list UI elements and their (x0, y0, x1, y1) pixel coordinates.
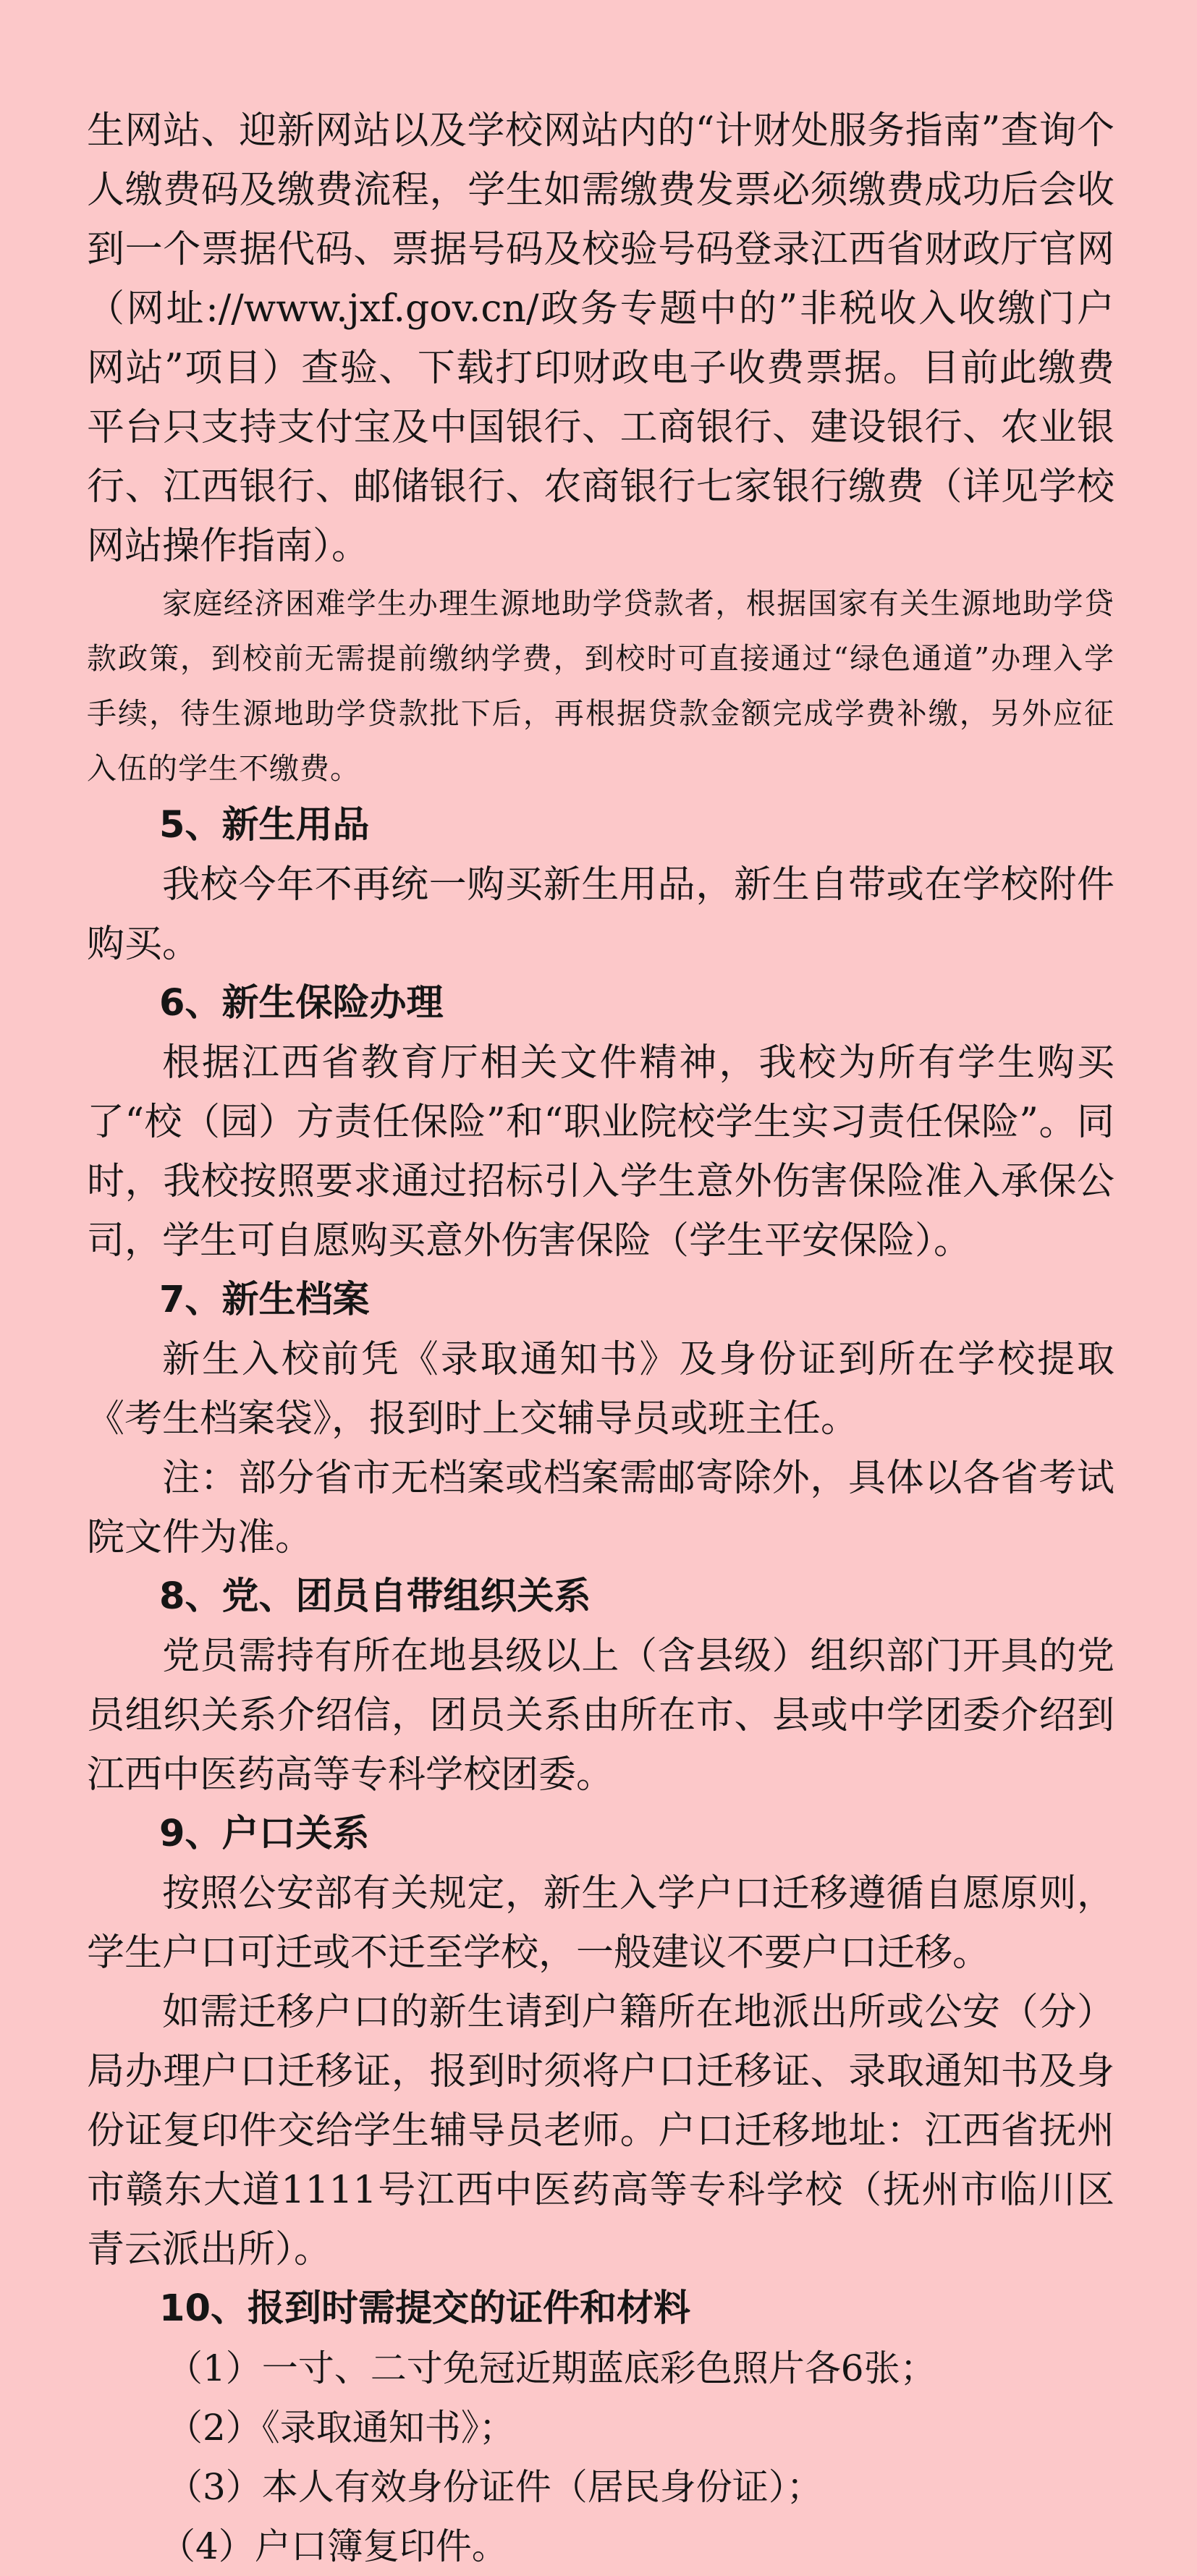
section-household-registration (87, 1805, 1114, 2279)
section-student-archives (87, 1271, 1114, 1567)
section-party-league-relations (87, 1567, 1114, 1805)
section-paragraph: 党员需持有所在地县级以上（含县级）组织部门开具的党员组织关系介绍信，团员关系由所在市、县或中学团委介绍到江西中医药高等专科学校团委。 (87, 1635, 1114, 1797)
list-item: （4）户口簿复印件。 (159, 2525, 508, 2567)
section-heading: 9、户口关系 (159, 1813, 370, 1855)
section-heading: 10、报到时需提交的证件和材料 (159, 2287, 690, 2330)
section-paragraph: 如需迁移户口的新生请到户籍所在地派出所或公安（分）局办理户口迁移证，报到时须将户口迁移证、录取通知书及身份证复印件交给学生辅导员老师。户口迁移地址：江西省抚州市赣东大道1111号江西中医药高等专科学校（抚州市临川区青云派出所）。 (87, 1991, 1114, 2271)
section-paragraph: 按照公安部有关规定，新生入学户口迁移遵循自愿原则，学生户口可迁或不迁至学校，一般建议不要户口迁移。 (87, 1872, 1114, 1975)
section-new-student-supplies (87, 796, 1114, 974)
section-paragraph: 新生入校前凭《录取通知书》及身份证到所在学校提取《考生档案袋》，报到时上交辅导员或班主任。 (87, 1338, 1114, 1441)
list-item: （3）本人有效身份证件（居民身份证）； (166, 2466, 823, 2508)
section-paragraph: 我校今年不再统一购买新生用品，新生自带或在学校附件购买。 (87, 863, 1114, 966)
section-note: 注：部分省市无档案或档案需邮寄除外，具体以各省考试院文件为准。 (87, 1457, 1114, 1559)
section-heading: 7、新生档案 (159, 1279, 370, 1321)
section-heading: 8、党、团员自带组织关系 (159, 1575, 591, 1618)
section-required-documents (87, 2279, 1114, 2576)
list-item: （1）一寸、二寸免冠近期蓝底彩色照片各6张； (166, 2347, 936, 2389)
section-insurance (87, 974, 1114, 1271)
payment-info-paragraph: 生网站、迎新网站以及学校网站内的“计财处服务指南”查询个人缴费码及缴费流程，学生如需缴费发票必须缴费成功后会收到一个票据代码、票据号码及校验号码登录江西省财政厅官网（网址://www.jxf.gov.cn/政务专题中的”非税收入收缴门户网站”项目）查验、下载打印财政电子收费票据。目前此缴费平台只支持支付宝及中国银行、工商银行、建设银行、农业银行、江西银行、邮储银行、农商银行七家银行缴费（详见学校网站操作指南）。 (87, 109, 1114, 568)
section-heading: 5、新生用品 (159, 804, 370, 847)
document-page (87, 101, 1114, 2576)
list-item: （2）《录取通知书》； (166, 2407, 515, 2449)
section-heading: 6、新生保险办理 (159, 982, 444, 1025)
section-paragraph: 根据江西省教育厅相关文件精神，我校为所有学生购买了“校（园）方责任保险”和“职业院校学生实习责任保险”。同时，我校按照要求通过招标引入学生意外伤害保险准入承保公司，学生可自愿购买意外伤害保险（学生平安保险）。 (87, 1041, 1114, 1263)
student-loan-paragraph: 家庭经济困难学生办理生源地助学贷款者，根据国家有关生源地助学贷款政策，到校前无需提前缴纳学费，到校时可直接通过“绿色通道”办理入学手续，待生源地助学贷款批下后，再根据贷款金额完成学费补缴，另外应征入伍的学生不缴费。 (87, 586, 1114, 786)
